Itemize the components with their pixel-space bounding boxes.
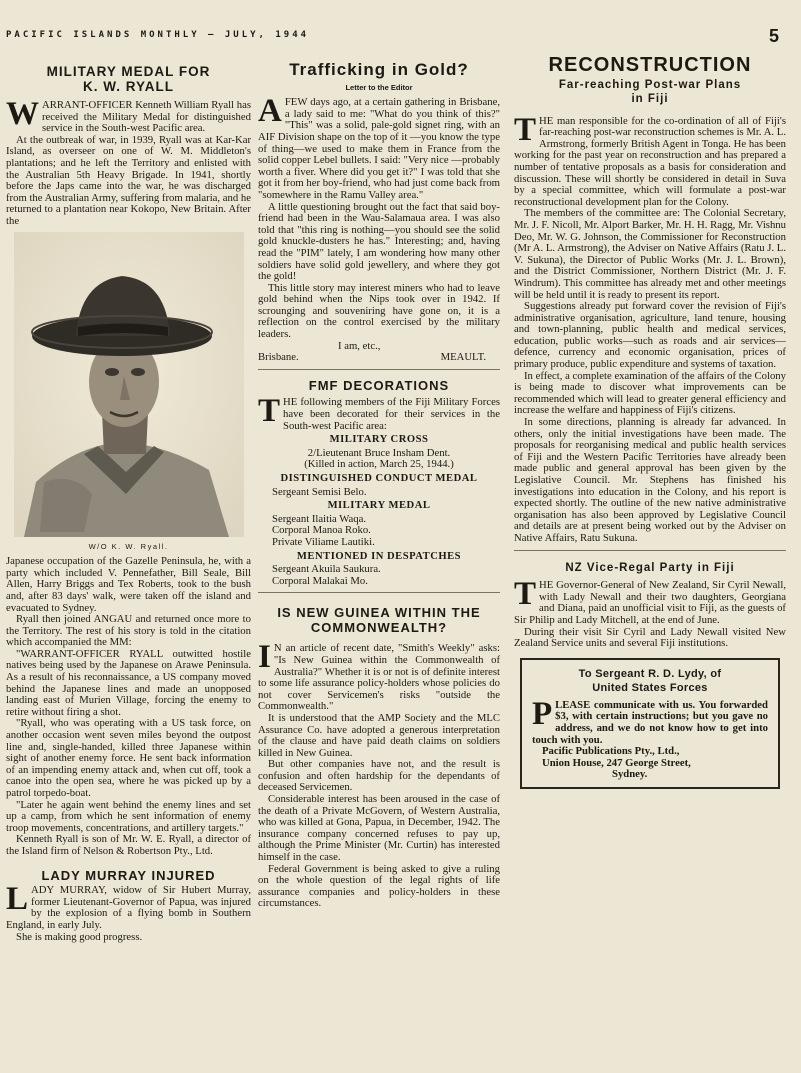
fmf-intro: HE following members of the Fiji Military Forces have been decorated for their services in the South-west Pacific area:: [283, 396, 500, 432]
nz-headline: NZ Vice-Regal Party in Fiji: [565, 561, 735, 574]
notice-headline: To Sergeant R. D. Lydy, of United States Forces: [578, 667, 722, 694]
gold-signoff: [258, 352, 500, 364]
drop-cap: T: [258, 393, 281, 430]
nz-article: [514, 576, 786, 650]
fmf-recipient: 2/Lieutenant Bruce Insham Dent.: [307, 446, 451, 459]
column-right: [514, 56, 786, 789]
notice-address: Union House, 247 George Street,: [542, 756, 691, 769]
page-number: 5: [768, 26, 779, 46]
medal-paragraph: Ryall then joined ANGAU and returned once more to the Territory. The rest of his story is told in the citation which accompanied the MM:: [6, 613, 251, 649]
notice-city: Sydney.: [612, 768, 648, 781]
divider: [514, 550, 786, 551]
fmf-note: (Killed in action, March 25, 1944.): [304, 458, 454, 471]
drop-cap: A: [258, 93, 282, 130]
murray-article: [6, 881, 251, 943]
medal-article: [6, 96, 251, 228]
guinea-paragraph: Federal Government is being asked to give a ruling on the whole question of the legal rights of life assurance companies and policy-holders in these circumstances.: [258, 862, 500, 910]
soldier-portrait-image: [14, 232, 244, 537]
recon-subheadline: Far-reaching Post-war Plans in Fiji: [558, 78, 742, 105]
fmf-recipient: Sergeant Ilaitia Waqa.: [272, 512, 367, 525]
medal-paragraph: Kenneth Ryall is son of Mr. W. E. Ryall, a director of the Island firm of Nelson & Robertson Pty., Ltd.: [6, 833, 251, 857]
nz-paragraph: During their visit Sir Cyril and Lady Newall visited New Zealand Service units and several Fiji institutions.: [514, 625, 786, 650]
murray-paragraph: She is making good progress.: [16, 930, 143, 943]
fmf-award-heading: MENTIONED IN DESPATCHES: [296, 550, 462, 562]
divider: [258, 592, 500, 593]
drop-cap: P: [532, 695, 553, 732]
divider: [258, 369, 500, 370]
medal-paragraph: Japanese occupation of the Gazelle Peninsula, he, with a party which included V. Pennefather, Bill Seale, Bill Allen, Harry Briggs and Tex Roberts, took to the bush and, after 83 days' walk, were taken off the island and evacuated to Sydney.: [6, 555, 251, 614]
portrait-photo: [14, 232, 244, 537]
medal-paragraph: ARRANT-OFFICER Kenneth William Ryall has received the Military Medal for distinguished service in the South-west Pacific area.: [42, 99, 251, 135]
notice-body: LEASE communicate with us. You forwarded $3, with certain instructions; but you gave no address, and we do not know how to get into touch with you.: [532, 698, 768, 746]
drop-cap: T: [514, 576, 537, 613]
murray-headline: LADY MURRAY INJURED: [41, 867, 216, 883]
recon-paragraph: Suggestions already put forward cover the revision of Fiji's administrative organisation, agriculture, land tenure, housing and town-planning, public health and medical services, education, public works—such as roads and air services—defence, currency and economic organisation, prices of primary produce, public expenditure and systems of taxation.: [514, 300, 786, 371]
guinea-article: [258, 639, 500, 910]
nz-paragraph: HE Governor-General of New Zealand, Sir Cyril Newall, with Lady Newall and their two daughters, Georgiana and Diana, paid an unofficial visit to Fiji, as the guests of Sir Philip and Lady Mitchell, at the end of June.: [514, 579, 786, 626]
fmf-award-heading: DISTINGUISHED CONDUCT MEDAL: [280, 473, 478, 484]
recon-paragraph: In some directions, planning is already far advanced. In others, only the initial investigations have been made. The proposals for reorganising medical and public health services of Fiji and the Western Pacific Territories have already been made public and general approval has been given by the Legislative Council. Mr. Stephens has finished his investigations into education in the Colony, and his report is expected shortly. The outline of the new native administrative organisation has also been approved by Legislative Council and details are at present being worked out by the Adviser on Native Affairs, Ratu Sukuna.: [514, 416, 786, 544]
medal-headline: MILITARY MEDAL FOR K. W. RYALL: [46, 64, 211, 94]
gold-closing: I am, etc.,: [338, 339, 381, 352]
medal-paragraph: "Later he again went behind the enemy lines and set up a camp, from which he sent information of enemy troop movements, concentrations, and artillery targets.": [6, 798, 251, 834]
gold-article: [258, 93, 500, 364]
guinea-paragraph: N an article of recent date, "Smith's Weekly" asks: "Is New Guinea within the Commonwealth of Australia?" Whether it is or not is of definite interest to some life assurance policy-holders whose policies do not cover Servicemen's risks "outside the Commonwealth.": [258, 642, 500, 713]
guinea-paragraph: It is understood that the AMP Society and the MLC Assurance Co. have adopted a generous interpretation of the clause and have paid death claims on soldiers killed in New Guinea.: [258, 711, 500, 759]
notice-signature: Pacific Publications Pty., Ltd.,: [542, 745, 680, 758]
column-middle: [258, 56, 500, 910]
gold-paragraph: This little story may interest miners who had to leave gold behind when the Nips took over in 1942. If scrounging and souveniring have gone on, it is a reflection on the control exercised by the military leaders.: [258, 281, 500, 341]
notice-body-wrap: [532, 695, 768, 781]
fmf-recipient: Private Viliame Lautiki.: [272, 535, 375, 548]
recon-headline: RECONSTRUCTION: [548, 54, 752, 76]
recon-paragraph: The members of the committee are: The Colonial Secretary, Mr. J. F. Nicoll, Mr. Alport Barker, Mr. H. H. Ragg, Mr. Vishnu Deo, Mr. W. G. Johnson, the Commissioner for Reconstruction (Mr A. L. Armstrong), the Adviser on Native Affairs (Ratu J. L. V. Sukuna), the Director of Public Works (Mr. J. L. Brown), and the District Commissioner, Northern District (Mr. J. F. Windrum). This committee has already met and other meetings will be held until it is ready to present its report.: [514, 207, 786, 301]
recon-paragraph: HE man responsible for the co-ordination of all of Fiji's far-reaching post-war reconstruction schemes is Mr. A. L. Armstrong, formerly British Agent in Tonga. He has been working for the past year on reconstruction and has prepared a number of tentative proposals as a basis for consideration and discussion. These will shortly be considered in detail in Suva by a special committee, which will formulate a post-war reconstructional development plan for the Colony.: [514, 114, 786, 208]
guinea-headline: IS NEW GUINEA WITHIN THE COMMONWEALTH?: [277, 605, 481, 636]
fmf-article: [258, 393, 500, 587]
gold-signature: MEAULT.: [440, 351, 486, 364]
fmf-recipient: Corporal Malakai Mo.: [272, 574, 368, 587]
column-left: [6, 56, 251, 943]
recon-paragraph: In effect, a complete examination of the affairs of the Colony is being made to discover what improvements can be recommended which will lead to greater general efficiency and increase the welfare and happiness of Fiji's citizens.: [514, 369, 786, 417]
gold-kicker: Letter to the Editor: [345, 82, 413, 92]
fmf-headline: FMF DECORATIONS: [308, 377, 450, 393]
guinea-paragraph: But other companies have not, and the result is confusion and often hardship for the dependants of deceased Servicemen.: [258, 758, 500, 794]
drop-cap: T: [514, 111, 537, 148]
notice-box: [520, 658, 780, 789]
drop-cap: W: [6, 96, 39, 132]
murray-paragraph: ADY MURRAY, widow of Sir Hubert Murray, former Lieutenant-Governor of Papua, was injured by the explosion of a flying bomb in Southern England, in early July.: [6, 884, 251, 931]
gold-place: Brisbane.: [258, 351, 299, 364]
gold-paragraph: A little questioning brought out the fact that said boy-friend had been in the Wau-Salamaua area. I was also told that "this ring is nothing—you should see the solid gold knuckle-dusters he has." Interesting; and, having read the "PIM" lately, I am wondering how many other soldiers have solid gold jewellery, and where they got the gold!: [258, 200, 500, 283]
gold-paragraph: FEW days ago, at a certain gathering in Brisbane, a lady said to me: "What do you think of this?" "This" was a solid, pale-gold signet ring, with an AIF Division shape on the top of it —you know the type of thing—we used to make them in France from the solid copper Lebel bullets. I said: "Very nice —probably worth a fiver. Where did you get it?" I was told that she got it from her boy-friend, who had just come back from "somewhere in the Ramu Valley area.": [258, 96, 500, 201]
guinea-paragraph: Considerable interest has been aroused in the case of the death of a Private McGovern, of Western Australia, who was killed at Gona, Papua, in December, 1942. The insurance company concerned refuses to pay up, although the Prime Minister (Mr. Curtin) has interested himself in the case.: [258, 793, 500, 864]
fmf-recipient: Sergeant Semisi Belo.: [272, 485, 367, 498]
drop-cap: I: [258, 639, 271, 676]
fmf-recipient: Corporal Manoa Roko.: [272, 524, 371, 537]
fmf-award-heading: MILITARY CROSS: [329, 434, 429, 446]
portrait-caption: W/O K. W. Ryall.: [88, 541, 169, 551]
running-head: PACIFIC ISLANDS MONTHLY — JULY, 1944: [6, 30, 310, 40]
medal-paragraph: "WARRANT-OFFICER RYALL outwitted hostile natives being used by the Japanese on Arawe Peninsula. As a result of his reconnaissance, a US company moved behind the Japanese lines and made an unopposed landing east of Murien Village, forcing the enemy to retire without firing a shot.: [6, 647, 251, 718]
fmf-award-heading: MILITARY MEDAL: [327, 500, 431, 512]
medal-article-continued: [6, 556, 251, 857]
recon-article: [514, 111, 786, 545]
medal-paragraph: "Ryall, who was operating with a US task force, on another occasion went seven miles beyond the outpost line and, single-handed, killed three Japanese within sight of another enemy force. He sent back information of an impending enemy attack and, when cut off, took a canoe into the open sea, where he was picked up by a patrol torpedo-boat.: [6, 717, 251, 799]
medal-paragraph: At the outbreak of war, in 1939, Ryall was at Kar-Kar Island, as overseer on one of W. M. Middleton's plantations; and he left the Territory and enlisted with the Australian 5th Heavy Brigade. In 1941, shortly before the Japs came into the war, he was discharged from the Australian Army, suffering from malaria, and he returned to a plantation near Kokopo, New Britain. After the: [6, 133, 251, 227]
drop-cap: L: [6, 881, 29, 918]
gold-headline: Trafficking in Gold?: [289, 60, 469, 79]
fmf-recipient: Sergeant Akuila Saukura.: [272, 563, 381, 576]
